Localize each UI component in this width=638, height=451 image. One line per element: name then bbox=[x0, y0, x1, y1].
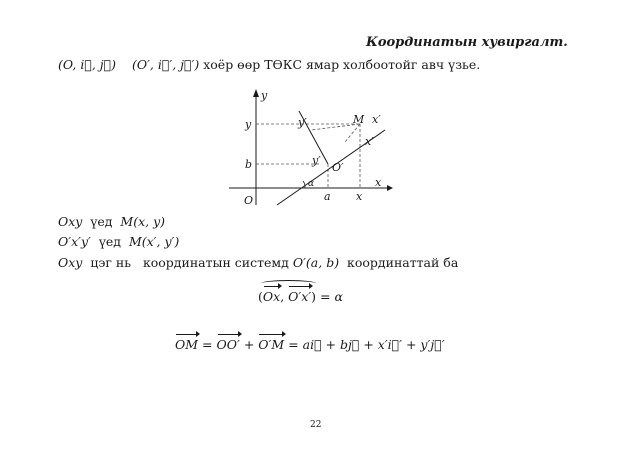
y-value-label: y bbox=[245, 118, 252, 131]
vector-om: OM bbox=[175, 337, 199, 352]
origin-prime-label: O′ bbox=[332, 161, 344, 174]
line-3 bbox=[58, 255, 458, 270]
line-2 bbox=[58, 234, 179, 249]
line-1-value: M(x, y) bbox=[120, 214, 166, 229]
coordinate-figure bbox=[225, 85, 405, 215]
vector-o-prime-m: O′M bbox=[258, 337, 285, 352]
intro-text: хоёр өөр ТӨКС ямар холбоотойг авч үзье. bbox=[203, 57, 481, 72]
y-axis-arrow bbox=[253, 89, 259, 97]
b-value-label: b bbox=[245, 158, 253, 171]
alpha-label: α bbox=[308, 179, 315, 189]
coordinate-system-2: (O′, i⃗′, j⃗′) bbox=[131, 57, 200, 72]
line-2-value: M(x′, y′) bbox=[128, 234, 180, 249]
line-3-tail: координаттай ба bbox=[347, 255, 459, 270]
line-1-expr: Oxy bbox=[58, 214, 83, 229]
vector-oo-prime: OO′ bbox=[216, 337, 240, 352]
vector-formula bbox=[175, 337, 445, 352]
x-prime-top-label: x′ bbox=[372, 113, 381, 126]
line-3-rest: координатын системд bbox=[142, 255, 289, 270]
x-axis-arrow bbox=[387, 185, 393, 191]
x-prime-axis-label: x′ bbox=[365, 135, 374, 148]
x-axis-label: x bbox=[375, 176, 382, 189]
intro-line bbox=[58, 57, 480, 72]
line-3-word: цэг нь bbox=[90, 255, 132, 270]
x-value-label: x bbox=[356, 190, 363, 203]
line-3-expr: Oxy bbox=[58, 255, 83, 270]
vector-formula-plus: + bbox=[243, 337, 255, 352]
page-title: Координатын хувиргалт. bbox=[366, 35, 568, 50]
y-prime-mid-label: y′ bbox=[312, 154, 321, 167]
angle-formula: (Ox, O′x′) = α bbox=[258, 289, 343, 304]
vector-formula-rhs: = ai⃗ + bj⃗ + x′i⃗′ + y′j⃗′ bbox=[288, 337, 445, 352]
line-2-word: үед bbox=[98, 234, 121, 249]
origin-label: O bbox=[244, 194, 254, 207]
coordinate-system-1: (O, i⃗, j⃗) bbox=[58, 57, 117, 72]
line-2-expr: O′x′y′ bbox=[58, 234, 91, 249]
line-1-word: үед bbox=[90, 214, 113, 229]
point-m-label: M bbox=[353, 113, 365, 126]
page-number: 22 bbox=[310, 420, 322, 430]
a-value-label: a bbox=[324, 190, 331, 203]
line-1 bbox=[58, 214, 165, 229]
vector-formula-eq: = bbox=[202, 337, 213, 352]
vector-o-prime-x-prime: O′x′ bbox=[288, 289, 312, 304]
vector-ox: Ox bbox=[262, 289, 281, 304]
y-prime-top-label: y′ bbox=[298, 116, 307, 129]
m-proj-x bbox=[345, 124, 360, 142]
y-axis-label: y bbox=[261, 89, 268, 102]
line-3-value: O′(a, b) bbox=[292, 255, 340, 270]
angle-formula-rhs: = α bbox=[320, 289, 343, 304]
